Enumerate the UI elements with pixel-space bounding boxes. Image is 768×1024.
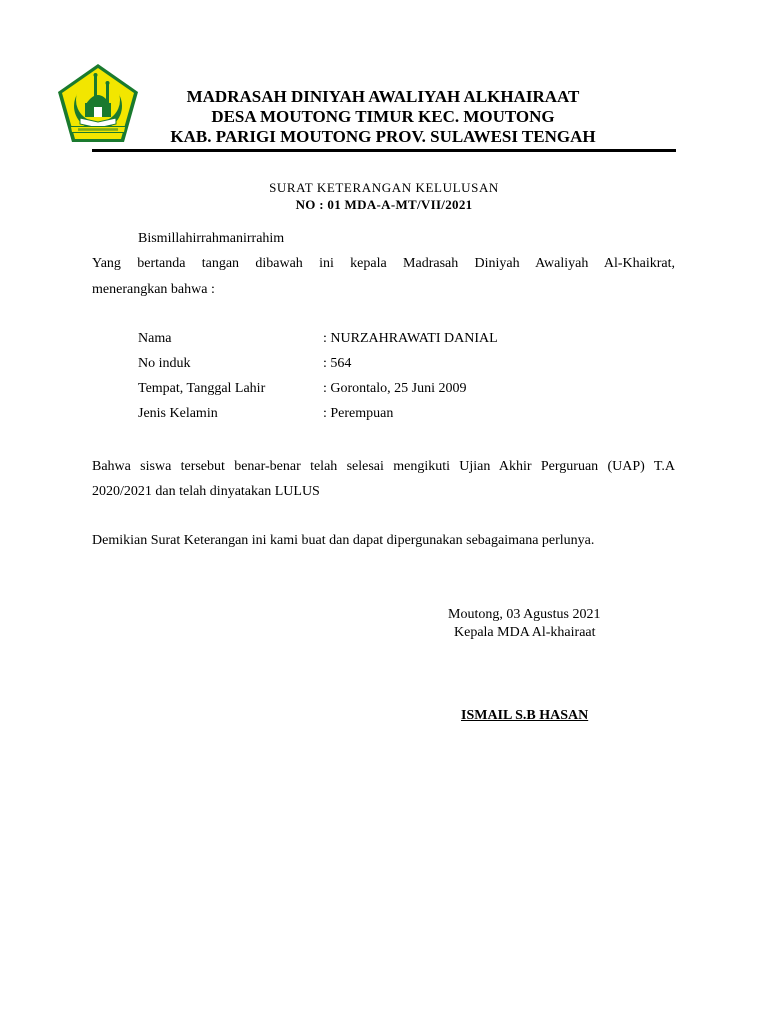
- field-label-gender: Jenis Kelamin: [138, 406, 218, 421]
- school-name: MADRASAH DINIYAH AWALIYAH ALKHAIRAAT: [186, 87, 580, 106]
- signature-place-date: Moutong, 03 Agustus 2021: [448, 607, 601, 622]
- intro-line-2: menerangkan bahwa :: [92, 282, 215, 297]
- field-label-birth: Tempat, Tanggal Lahir: [138, 381, 266, 396]
- school-logo-icon: [56, 62, 140, 146]
- field-value-birth: : Gorontalo, 25 Juni 2009: [323, 381, 467, 396]
- opening-greeting: Bismillahirrahmanirrahim: [138, 231, 285, 246]
- result-line-1: Bahwa siswa tersebut benar-benar telah selesai mengikuti Ujian Akhir Perguruan (UAP) T.A: [92, 459, 675, 474]
- letter-number: NO : 01 MDA-A-MT/VII/2021: [295, 197, 473, 212]
- field-value-student-id: : 564: [323, 356, 352, 371]
- signature-position: Kepala MDA Al-khairaat: [454, 625, 596, 640]
- result-line-2: 2020/2021 dan telah dinyatakan LULUS: [92, 484, 320, 499]
- field-label-name: Nama: [138, 331, 172, 346]
- field-value-name: : NURZAHRAWATI DANIAL: [323, 331, 498, 346]
- signatory-name: ISMAIL S.B HASAN: [461, 708, 589, 723]
- intro-line-1: Yang bertanda tangan dibawah ini kepala Madrasah Diniyah Awaliyah Al-Khaikrat,: [92, 256, 675, 271]
- school-address-region: KAB. PARIGI MOUTONG PROV. SULAWESI TENGAH: [170, 127, 596, 146]
- letter-title: SURAT KETERANGAN KELULUSAN: [269, 180, 499, 195]
- field-value-gender: : Perempuan: [323, 406, 394, 421]
- header-divider: [92, 149, 676, 152]
- field-label-student-id: No induk: [138, 356, 191, 371]
- closing-statement: Demikian Surat Keterangan ini kami buat dan dapat dipergunakan sebagaimana perlunya.: [92, 533, 595, 548]
- school-address-village: DESA MOUTONG TIMUR KEC. MOUTONG: [211, 107, 555, 126]
